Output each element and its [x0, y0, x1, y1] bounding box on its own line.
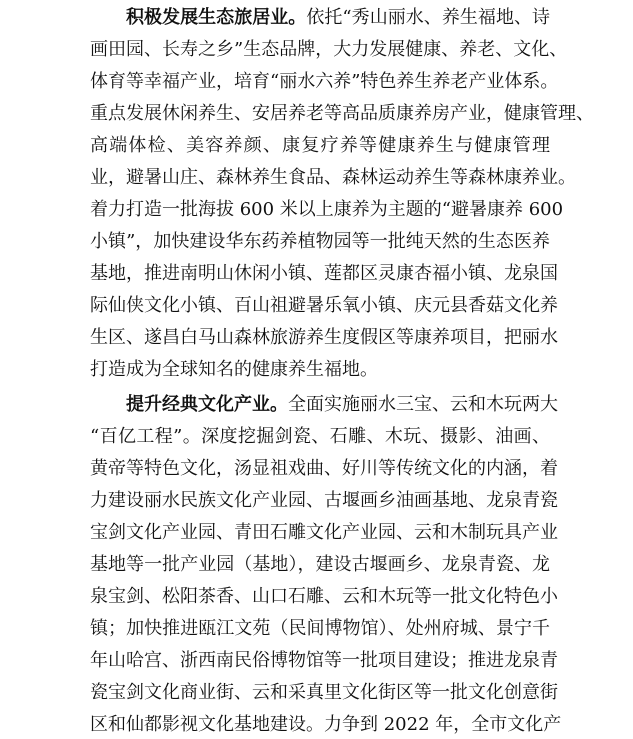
paragraph-2-text: 全面实施丽水三宝、云和木玩两大 — [288, 394, 558, 415]
paragraph-1-line-2: 画田园、长寿之乡”生态品牌，大力发展健康、养老、文化、 — [90, 39, 568, 60]
paragraph-1-line-7: 着力打造一批海拔 600 米以上康养为主题的“避暑康养 600 — [90, 199, 564, 220]
paragraph-2-line-10: 瓷宝剑文化商业街、云和采真里文化街区等一批文化创意街 — [90, 682, 558, 703]
paragraph-1-line-6: 业，避暑山庄、森林养生食品、森林运动养生等森林康养业。 — [90, 167, 576, 188]
paragraph-1-line-8: 小镇”，加快建设华东药养植物园等一批纯天然的生态医养 — [90, 231, 550, 252]
paragraph-2-line-11: 区和仙都影视文化基地建设。力争到 2022 年，全市文化产 — [90, 714, 562, 735]
paragraph-1-line-10: 际仙侠文化小镇、百山祖避暑乐氧小镇、庆元县香菇文化养 — [90, 295, 558, 316]
paragraph-1-text: 依托“秀山丽水、养生福地、诗 — [306, 7, 551, 28]
paragraph-1-line-4: 重点发展休闲养生、安居养老等高品质康养房产业，健康管理、 — [90, 103, 594, 124]
paragraph-1-line-11: 生区、遂昌白马山森林旅游养生度假区等康养项目，把丽水 — [90, 327, 558, 348]
paragraph-2-line-3: 黄帝等特色文化，汤显祖戏曲、好川等传统文化的内涵，着 — [90, 458, 558, 479]
paragraph-2-line-5: 宝剑文化产业园、青田石雕文化产业园、云和木制玩具产业 — [90, 522, 558, 543]
paragraph-1-line-12: 打造成为全球知名的健康养生福地。 — [90, 359, 378, 380]
paragraph-2-line-1 — [126, 392, 558, 418]
paragraph-2-line-8: 镇；加快推进瓯江文苑（民间博物馆）、处州府城、景宁千 — [90, 618, 550, 639]
paragraph-2-line-6: 基地等一批产业园（基地），建设古堰画乡、龙泉青瓷、龙 — [90, 554, 550, 575]
paragraph-1-heading: 积极发展生态旅居业。 — [126, 7, 307, 28]
paragraph-1-line-5: 高端体检、美容养颜、康复疗养等健康养生与健康管理 — [90, 135, 550, 156]
paragraph-2-line-9: 年山哈宫、浙西南民俗博物馆等一批项目建设；推进龙泉青 — [90, 650, 558, 671]
paragraph-2-heading: 提升经典文化产业。 — [126, 394, 288, 415]
paragraph-2-line-7: 泉宝剑、松阳茶香、山口石雕、云和木玩等一批文化特色小 — [90, 586, 558, 607]
paragraph-2-line-2: “百亿工程”。深度挖掘剑瓷、石雕、木玩、摄影、油画、 — [90, 426, 550, 447]
paragraph-1-line-3: 体育等幸福产业，培育“丽水六养”特色养生养老产业体系。 — [90, 71, 559, 92]
paragraph-2-line-4: 力建设丽水民族文化产业园、古堰画乡油画基地、龙泉青瓷 — [90, 490, 558, 511]
paragraph-1-line-9: 基地，推进南明山休闲小镇、莲都区灵康杏福小镇、龙泉国 — [90, 263, 558, 284]
paragraph-1-line-1 — [126, 5, 550, 31]
